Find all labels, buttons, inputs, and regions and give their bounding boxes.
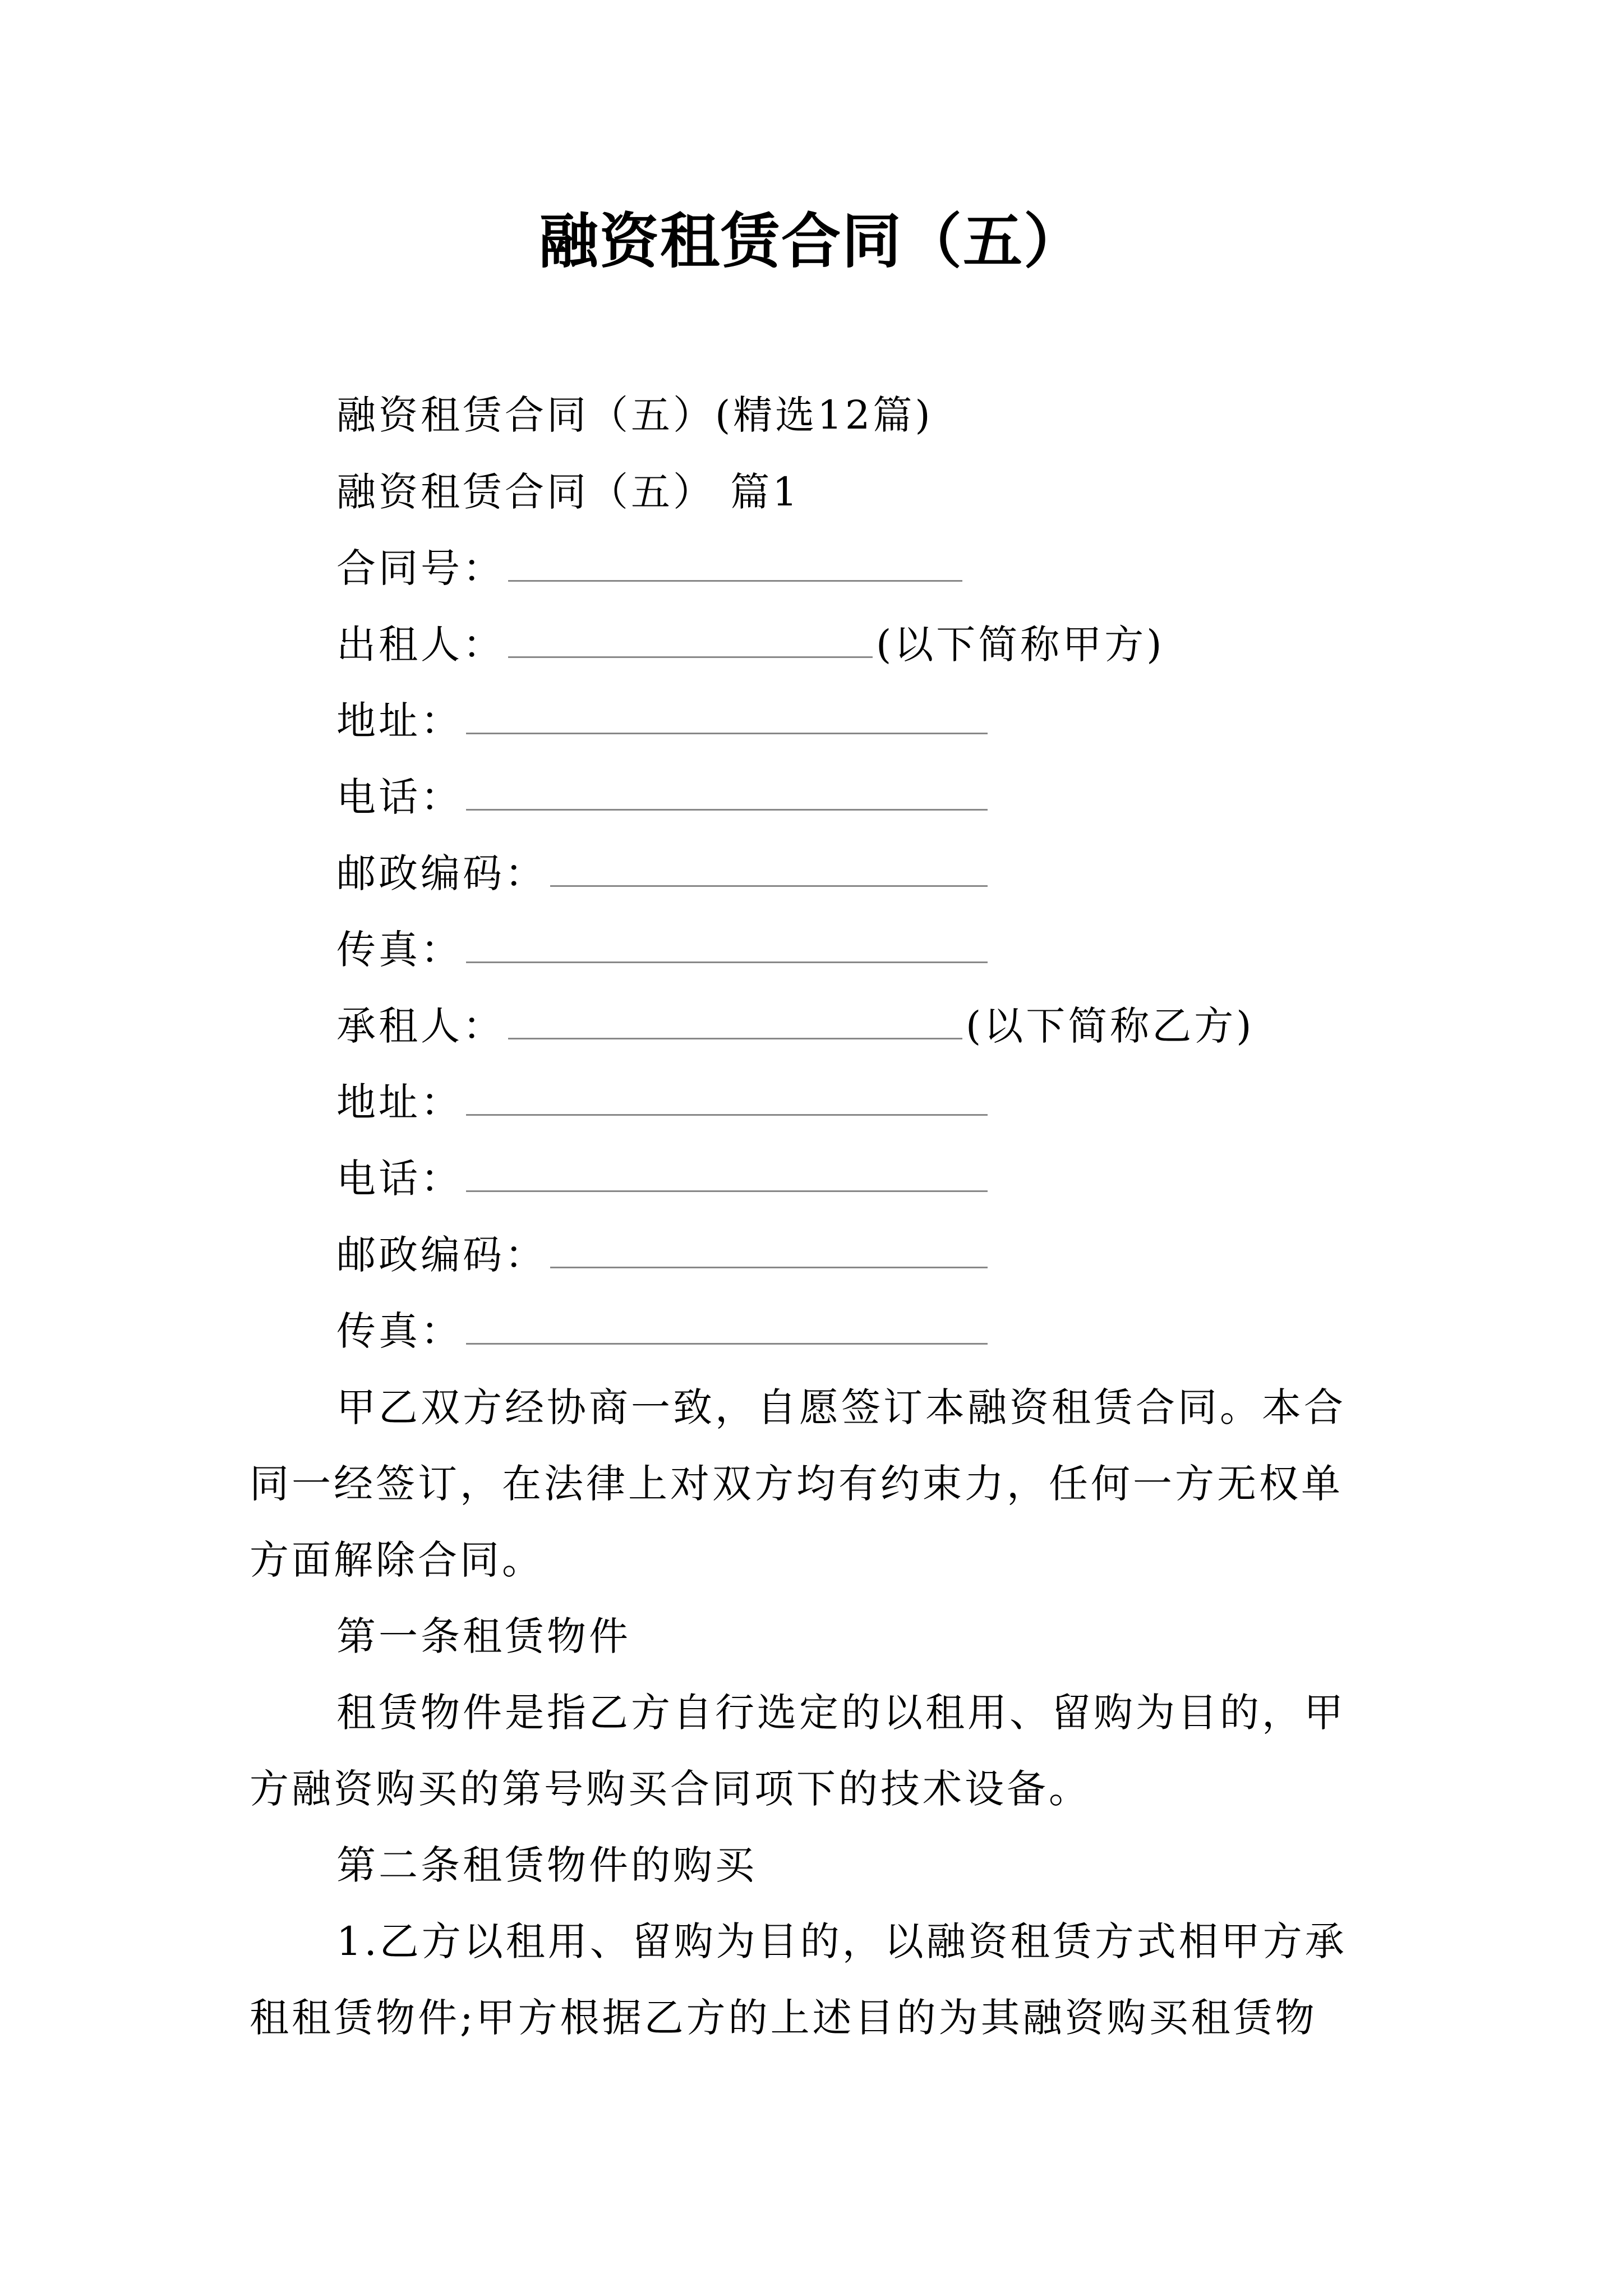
field-suffix: (以下简称甲方): [876, 622, 1165, 668]
field-label: 传真：: [336, 1308, 463, 1354]
lessor-phone-field: [336, 769, 991, 825]
lessee-fax-field: [336, 1303, 991, 1359]
lessee-field: [336, 998, 1255, 1054]
blank-line: [466, 779, 988, 811]
blank-line: [466, 1160, 988, 1192]
contract-number-field: [336, 540, 966, 596]
field-label: 电话：: [336, 1156, 463, 1202]
article-2-heading: 第二条租赁物件的购买: [336, 1842, 757, 1888]
lessee-postcode-field: [336, 1227, 991, 1283]
field-label: 邮政编码：: [336, 1232, 547, 1278]
field-label: 电话：: [336, 774, 463, 820]
document-subtitle: 融资租赁合同（五）(精选12篇): [336, 392, 933, 438]
blank-line: [508, 550, 962, 582]
document-title: 融资租赁合同（五）: [539, 206, 1084, 276]
field-label: 合同号：: [336, 545, 505, 591]
blank-line: [508, 1007, 962, 1039]
field-label: 邮政编码：: [336, 850, 547, 896]
lessor-fax-field: [336, 922, 991, 978]
section-heading: 融资租赁合同（五） 篇1: [336, 469, 800, 515]
intro-paragraph-line: 甲乙双方经协商一致，自愿签订本融资租赁合同。本合: [336, 1384, 1346, 1430]
blank-line: [508, 626, 873, 658]
field-label: 地址：: [336, 698, 463, 744]
lessor-field: [336, 616, 1165, 673]
blank-line: [466, 1313, 988, 1345]
article-2-text-line: 1.乙方以租用、留购为目的，以融资租赁方式相甲方承: [336, 1918, 1347, 1964]
intro-paragraph-line: 方面解除合同。: [250, 1537, 544, 1583]
field-label: 地址：: [336, 1079, 463, 1125]
blank-line: [550, 855, 988, 887]
blank-line: [466, 1084, 988, 1116]
article-1-text-line: 方融资购买的第号购买合同项下的技术设备。: [250, 1766, 1091, 1812]
blank-line: [466, 931, 988, 963]
article-1-heading: 第一条租赁物件: [336, 1613, 631, 1659]
field-suffix: (以下简称乙方): [966, 1003, 1255, 1049]
lessor-postcode-field: [336, 845, 991, 901]
field-label: 出租人：: [336, 622, 505, 668]
field-label: 承租人：: [336, 1003, 505, 1049]
blank-line: [550, 1236, 988, 1268]
article-2-text-line: 租租赁物件;甲方根据乙方的上述目的为其融资购买租赁物: [250, 1995, 1317, 2041]
article-1-text-line: 租赁物件是指乙方自行选定的以租用、留购为目的，甲: [336, 1690, 1346, 1736]
intro-paragraph-line: 同一经签订，在法律上对双方均有约束力，任何一方无权单: [250, 1461, 1343, 1507]
lessee-address-field: [336, 1074, 991, 1130]
lessor-address-field: [336, 693, 991, 749]
field-label: 传真：: [336, 927, 463, 973]
blank-line: [466, 702, 988, 734]
lessee-phone-field: [336, 1151, 991, 1207]
